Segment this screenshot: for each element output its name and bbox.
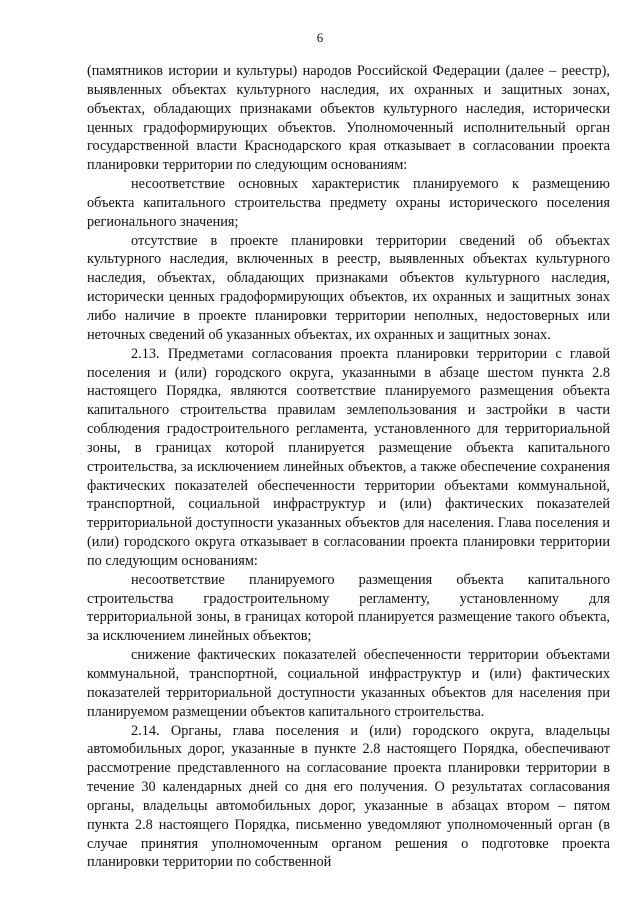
paragraph-ground-nonconformity-protection: несоответствие основных характеристик планируемого к размещению объекта капитального строительства предмету охраны исторического поселения регионального значения;	[87, 176, 610, 230]
paragraph-ground-regulation-nonconformity: несоответствие планируемого размещения объекта капитального строительства градостроительному регламенту, установленному для территориальной зоны, в границах которой планируется размещение такого объекта, за исключением линейных объектов;	[87, 571, 610, 645]
paragraph-ground-indicators-decrease: снижение фактических показателей обеспеченности территории объектами коммунальной, транспортной, социальной инфраструктур и (или) фактических показателей территориальной доступности указанных объектов для населения при планируемом размещении объектов капитального строительства.	[87, 647, 610, 720]
paragraph-2-14: 2.14. Органы, глава поселения и (или) городского округа, владельцы автомобильных дорог, указанные в пункте 2.8 настоящего Порядка, обеспечивают рассмотрение представленного на согласование проекта планировки территории в течение 30 календарных дней со дня его получения. О результатах согласования органы, владельцы автомобильных дорог, указанные в абзацах втором – пятом пункта 2.8 настоящего Порядка, письменно уведомляют уполномоченный орган (в случае принятия уполномоченным органом решения о подготовке проекта планировки территории по собственной	[87, 722, 610, 871]
paragraph-2-13: 2.13. Предметами согласования проекта планировки территории с главой поселения и (или) городского округа, указанными в абзаце шестом пункта 2.8 настоящего Порядка, являются соответствие планируемого размещения объекта капитального строительства правилам землепользования и застройки в части соблюдения градостроительного регламента, установленного для территориальной зоны, в границах которой планируется размещение объекта капитального строительства, за исключением линейных объектов, а также обеспечение сохранения фактических показателей обеспеченности территории объектами коммунальной, транспортной, социальной инфраструктур и (или) фактических показателей территориальной доступности указанных объектов для населения. Глава поселения и (или) городского округа отказывает в согласовании проекта планировки территории по следующим основаниям:	[87, 345, 610, 569]
paragraph-ground-missing-information: отсутствие в проекте планировки территории сведений об объектах культурного наследия, включенных в реестр, выявленных объектах культурного наследия, объектах, обладающих признаками объектов культурного наследия, исторически ценных градоформирующих объектов, их охранных и защитных зонах либо наличие в проекте планировки территории неполных, недостоверных или неточных сведений об указанных объектах, их охранных и защитных зонах.	[87, 232, 610, 343]
paragraph-continuation: (памятников истории и культуры) народов Российской Федерации (далее – реестр), выявленных объектах культурного наследия, их охранных и защитных зонах, объектах, обладающих признаками объектов культурного наследия, исторически ценных градоформирующих объектов. Уполномоченный исполнительный орган государственной власти Краснодарского края отказывает в согласовании проекта планировки территории по следующим основаниям:	[87, 63, 610, 174]
document-body	[87, 62, 610, 872]
page-number: 6	[316, 30, 324, 45]
